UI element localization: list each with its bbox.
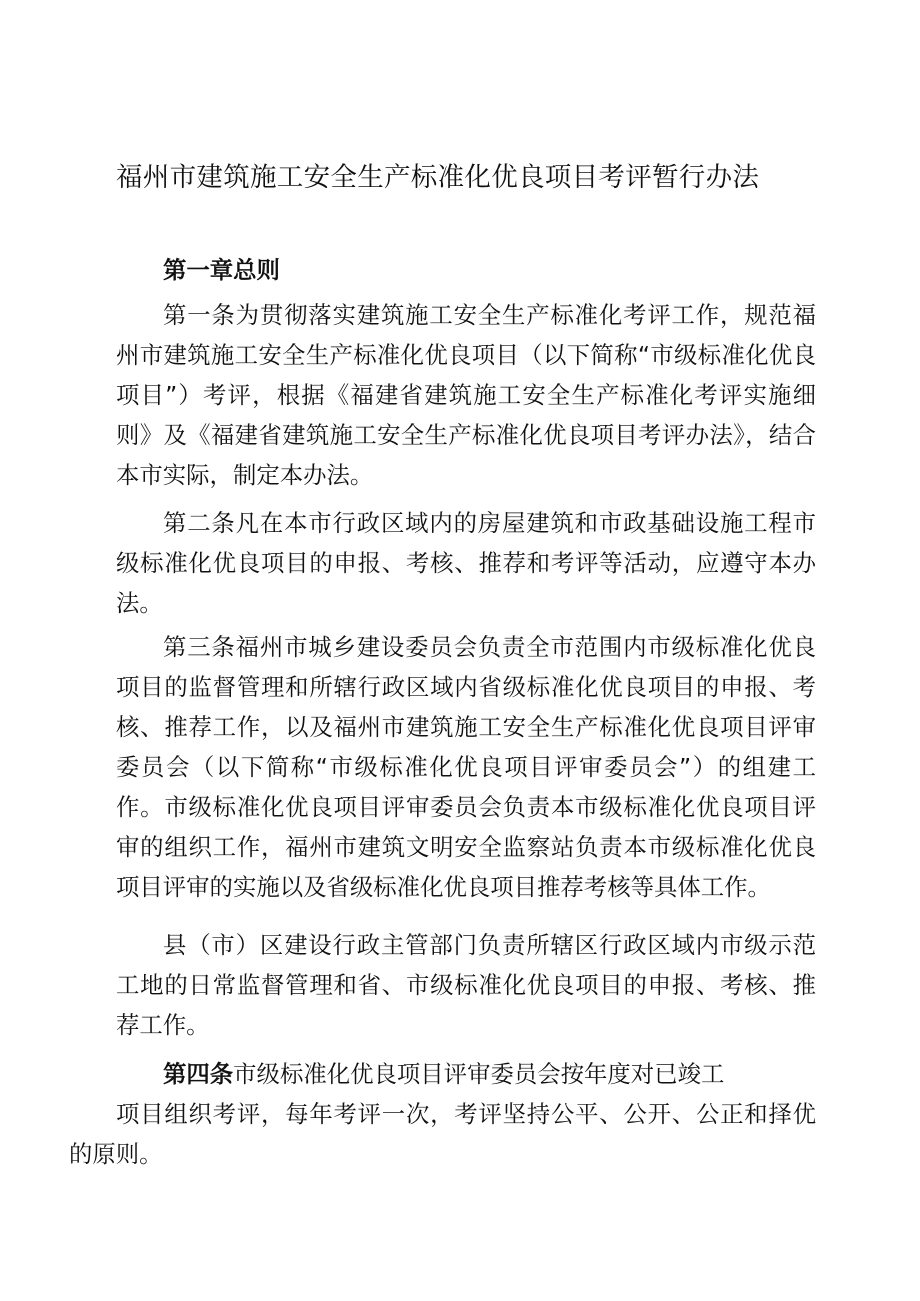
article-4-continuation: 项目组织考评，每年考评一次，考评坚持公平、公开、公正和择优的原则。 [69,1100,816,1168]
county-responsibility-paragraph: 县（市）区建设行政主管部门负责所辖区行政区域内市级示范工地的日常监督管理和省、市级标准化优良项目的申报、考核、推荐工作。 [116,931,816,1039]
article-1-paragraph: 第一条为贯彻落实建筑施工安全生产标准化考评工作，规范福州市建筑施工安全生产标准化优良项目（以下简称“市级标准化优良项目”）考评，根据《福建省建筑施工安全生产标准化考评实施细则》及《福建省建筑施工安全生产标准化优良项目考评办法》，结合本市实际，制定本办法。 [116,301,816,489]
article-4-first-line-text: 市级标准化优良项目评审委员会按年度对已竣工 [233,1060,725,1088]
document-title: 福州市建筑施工安全生产标准化优良项目考评暂行办法 [116,162,760,193]
article-2-paragraph: 第二条凡在本市行政区域内的房屋建筑和市政基础设施工程市级标准化优良项目的申报、考核、推荐和考评等活动，应遵守本办法。 [116,509,816,617]
chapter-heading: 第一章总则 [163,256,280,284]
article-4-paragraph [69,1054,816,1174]
article-4-first-line [116,1054,816,1094]
article-3-paragraph: 第三条福州市城乡建设委员会负责全市范围内市级标准化优良项目的监督管理和所辖行政区域内省级标准化优良项目的申报、考核、推荐工作，以及福州市建筑施工安全生产标准化优良项目评审委员会（以下简称“市级标准化优良项目评审委员会”）的组建工作。市级标准化优良项目评审委员会负责本市级标准化优良项目评审的组织工作，福州市建筑文明安全监察站负责本市级标准化优良项目评审的实施以及省级标准化优良项目推荐考核等具体工作。 [116,633,816,901]
document-body [69,250,816,1174]
article-4-lead: 第四条 [163,1060,234,1088]
